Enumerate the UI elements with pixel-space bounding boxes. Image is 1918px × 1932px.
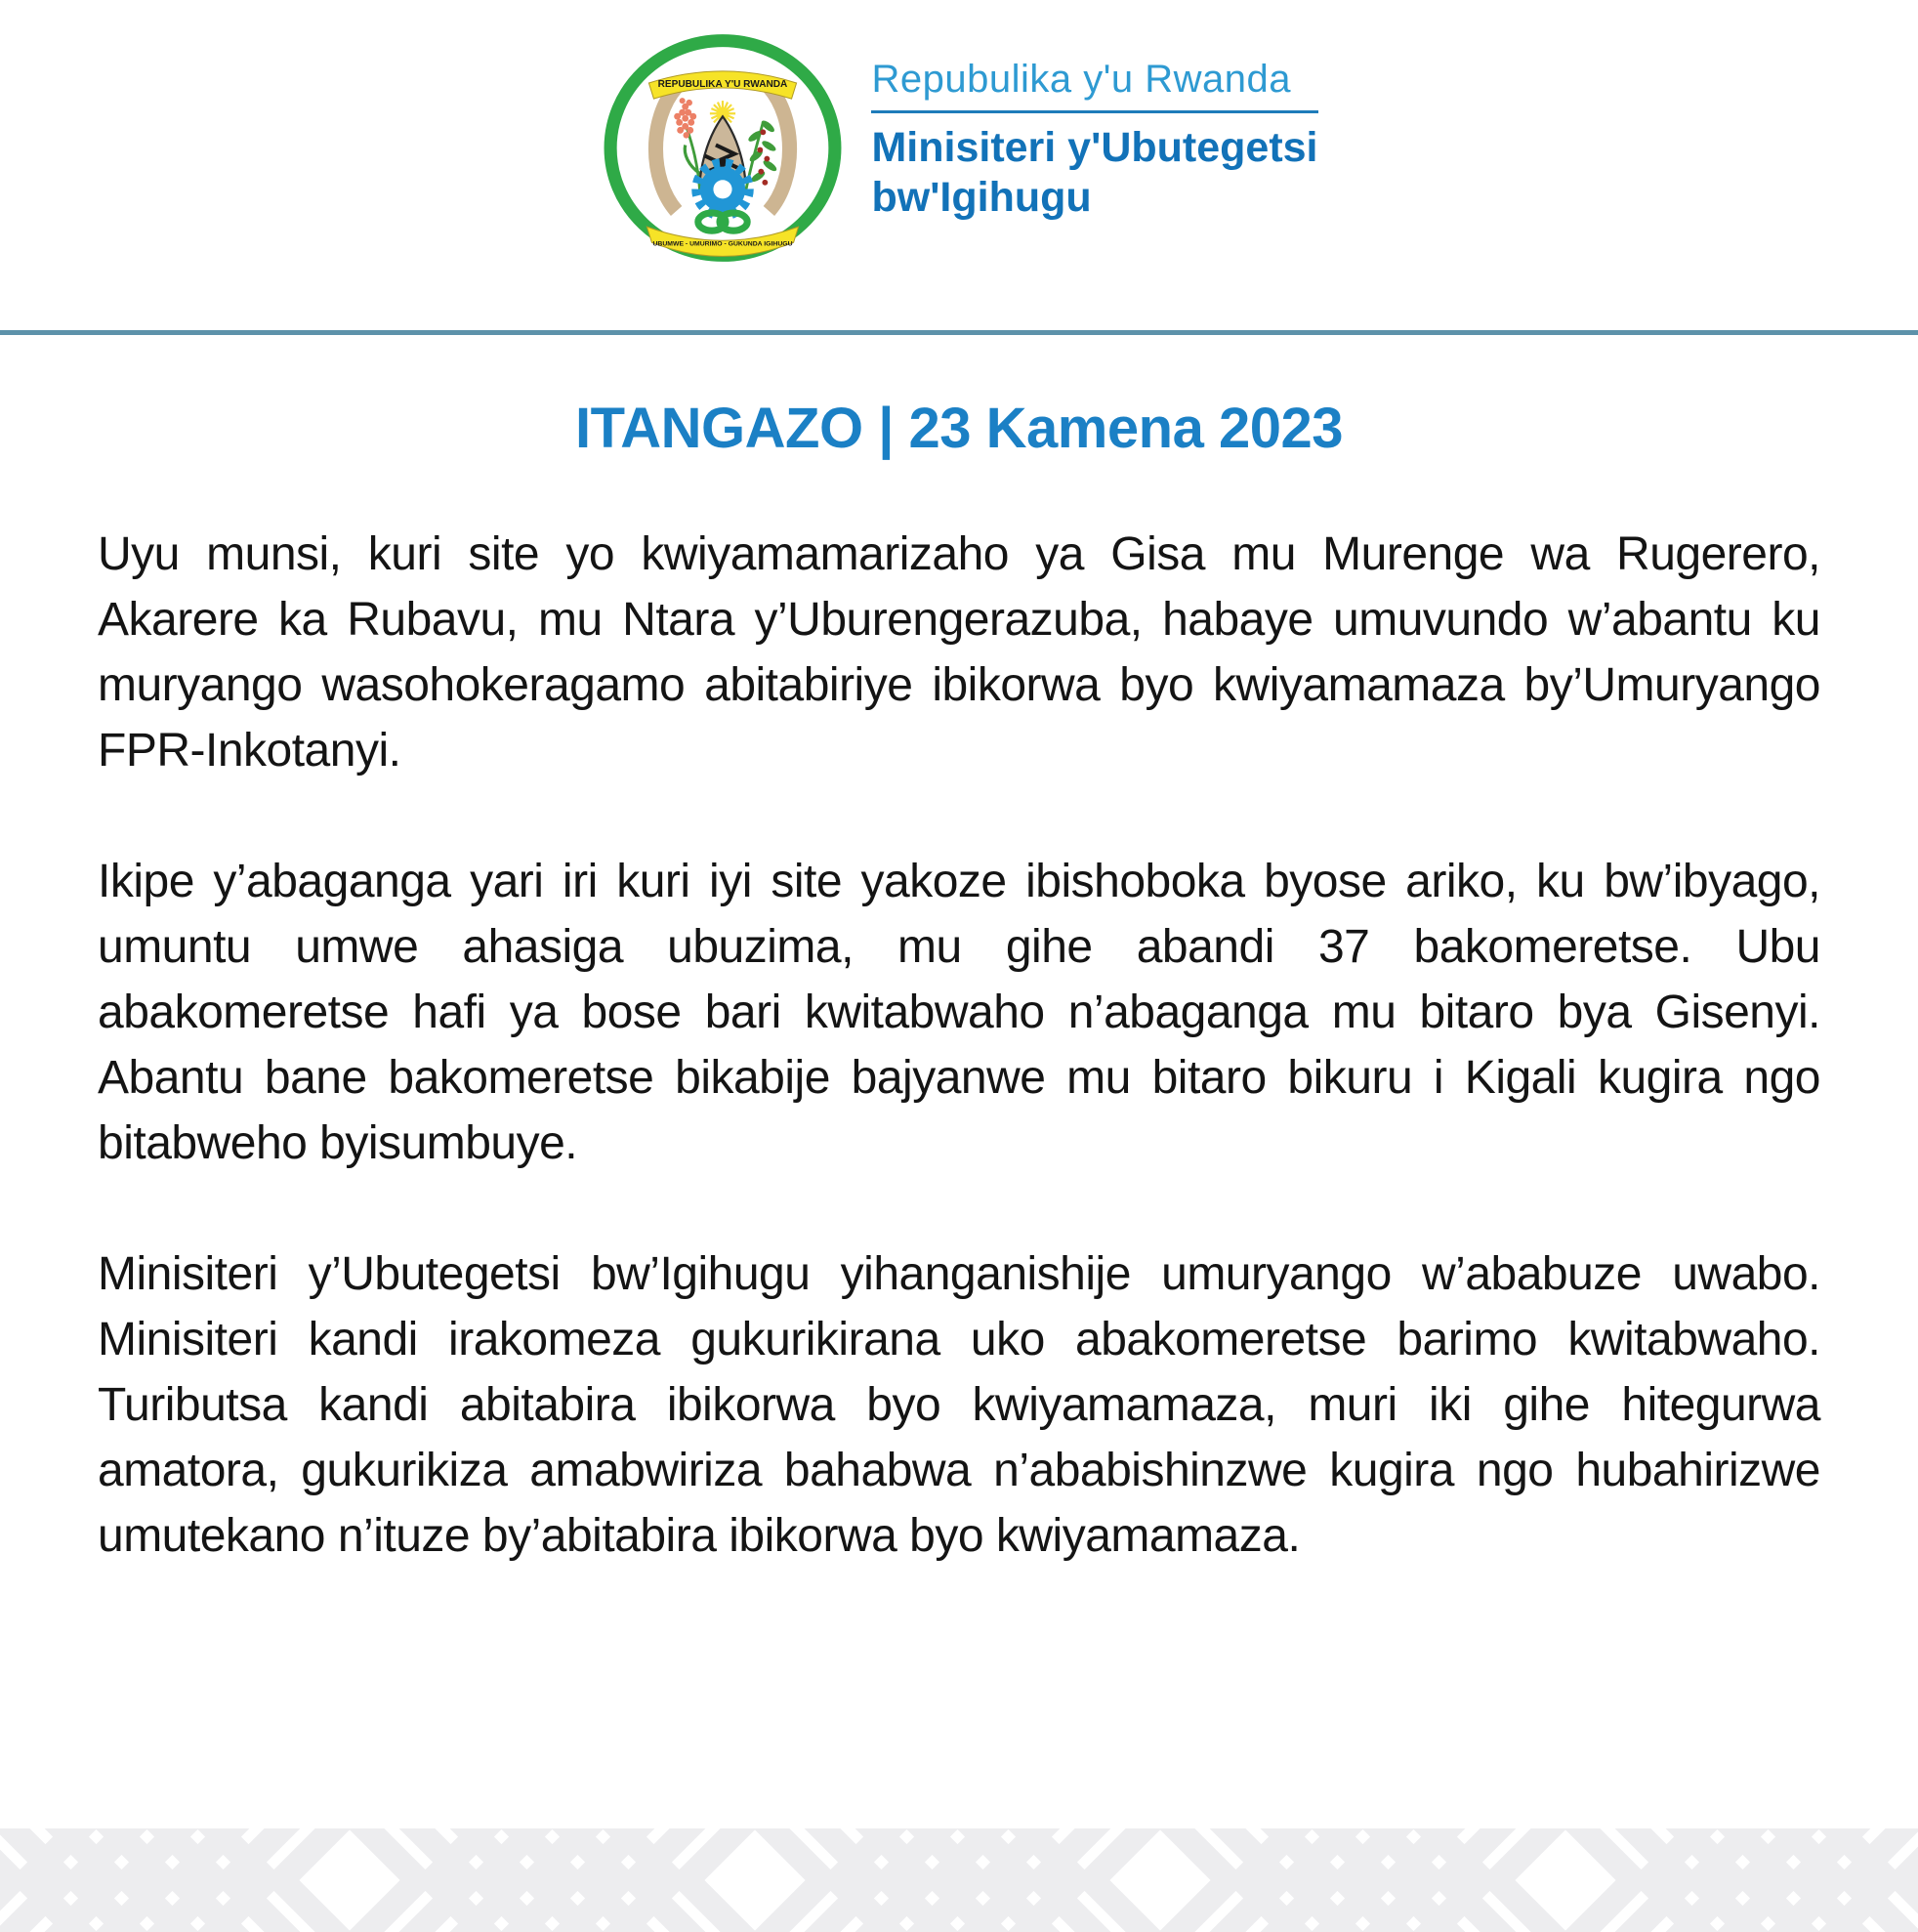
rwanda-coat-of-arms-icon [600,33,846,266]
emblem-top-banner-text: REPUBULIKA Y'U RWANDA [658,78,788,90]
announcement-title: ITANGAZO | 23 Kamena 2023 [575,397,1343,460]
header [0,0,1918,266]
republic-label: Repubulika y'u Rwanda [871,58,1291,101]
announcement-paragraph: Minisiteri y’Ubutegetsi bw’Igihugu yihanganishije umuryango w’ababuze uwabo. Minisiteri kandi irakomeza gukurikirana uko abakomeretse barimo kwitabwaho. Tuributsa kandi abitabira ibikorwa byo kwiyamamaza, muri iki gihe hitegurwa amatora, gukurikiza amabwiriza bahabwa n’ababishinzwe kugira ngo hubahirizwe umutekano n’ituze by’abitabira ibikorwa byo kwiyamamaza. [98,1248,1820,1562]
header-rule [871,110,1317,113]
ministry-label-line1: Minisiteri y'Ubutegetsi [871,124,1318,171]
announcement-body [98,522,1820,1569]
emblem-bottom-banner-text: UBUMWE - UMURIMO - GUKUNDA IGIHUGU [652,240,794,248]
page-divider [0,330,1918,335]
announcement-paragraph: Uyu munsi, kuri site yo kwiyamamarizaho ya Gisa mu Murenge wa Rugerero, Akarere ka Rubavu, mu Ntara y’Uburengerazuba, habaye umuvundo w’abantu ku muryango wasohokeragamo abitabiriye ibikorwa byo kwiyamamaza by’Umuryango FPR-Inkotanyi. [98,528,1820,777]
imigongo-pattern [0,1828,1918,1932]
header-text-block [871,57,1317,222]
imigongo-pattern-svg [0,1828,1918,1932]
coat-of-arms-svg [600,33,846,266]
ministry-label-line2: bw'Igihugu [871,173,1092,221]
announcement-paragraph: Ikipe y’abaganga yari iri kuri iyi site yakoze ibishoboka byose ariko, ku bw’ibyago, umuntu umwe ahasiga ubuzima, mu gihe abandi 37 bakomeretse. Ubu abakomeretse hafi ya bose bari kwitabwaho n’abaganga mu bitaro bya Gisenyi. Abantu bane bakomeretse bikabije bajyanwe mu bitaro bikuru i Kigali kugira ngo bitabweho byisumbuye. [98,856,1820,1169]
